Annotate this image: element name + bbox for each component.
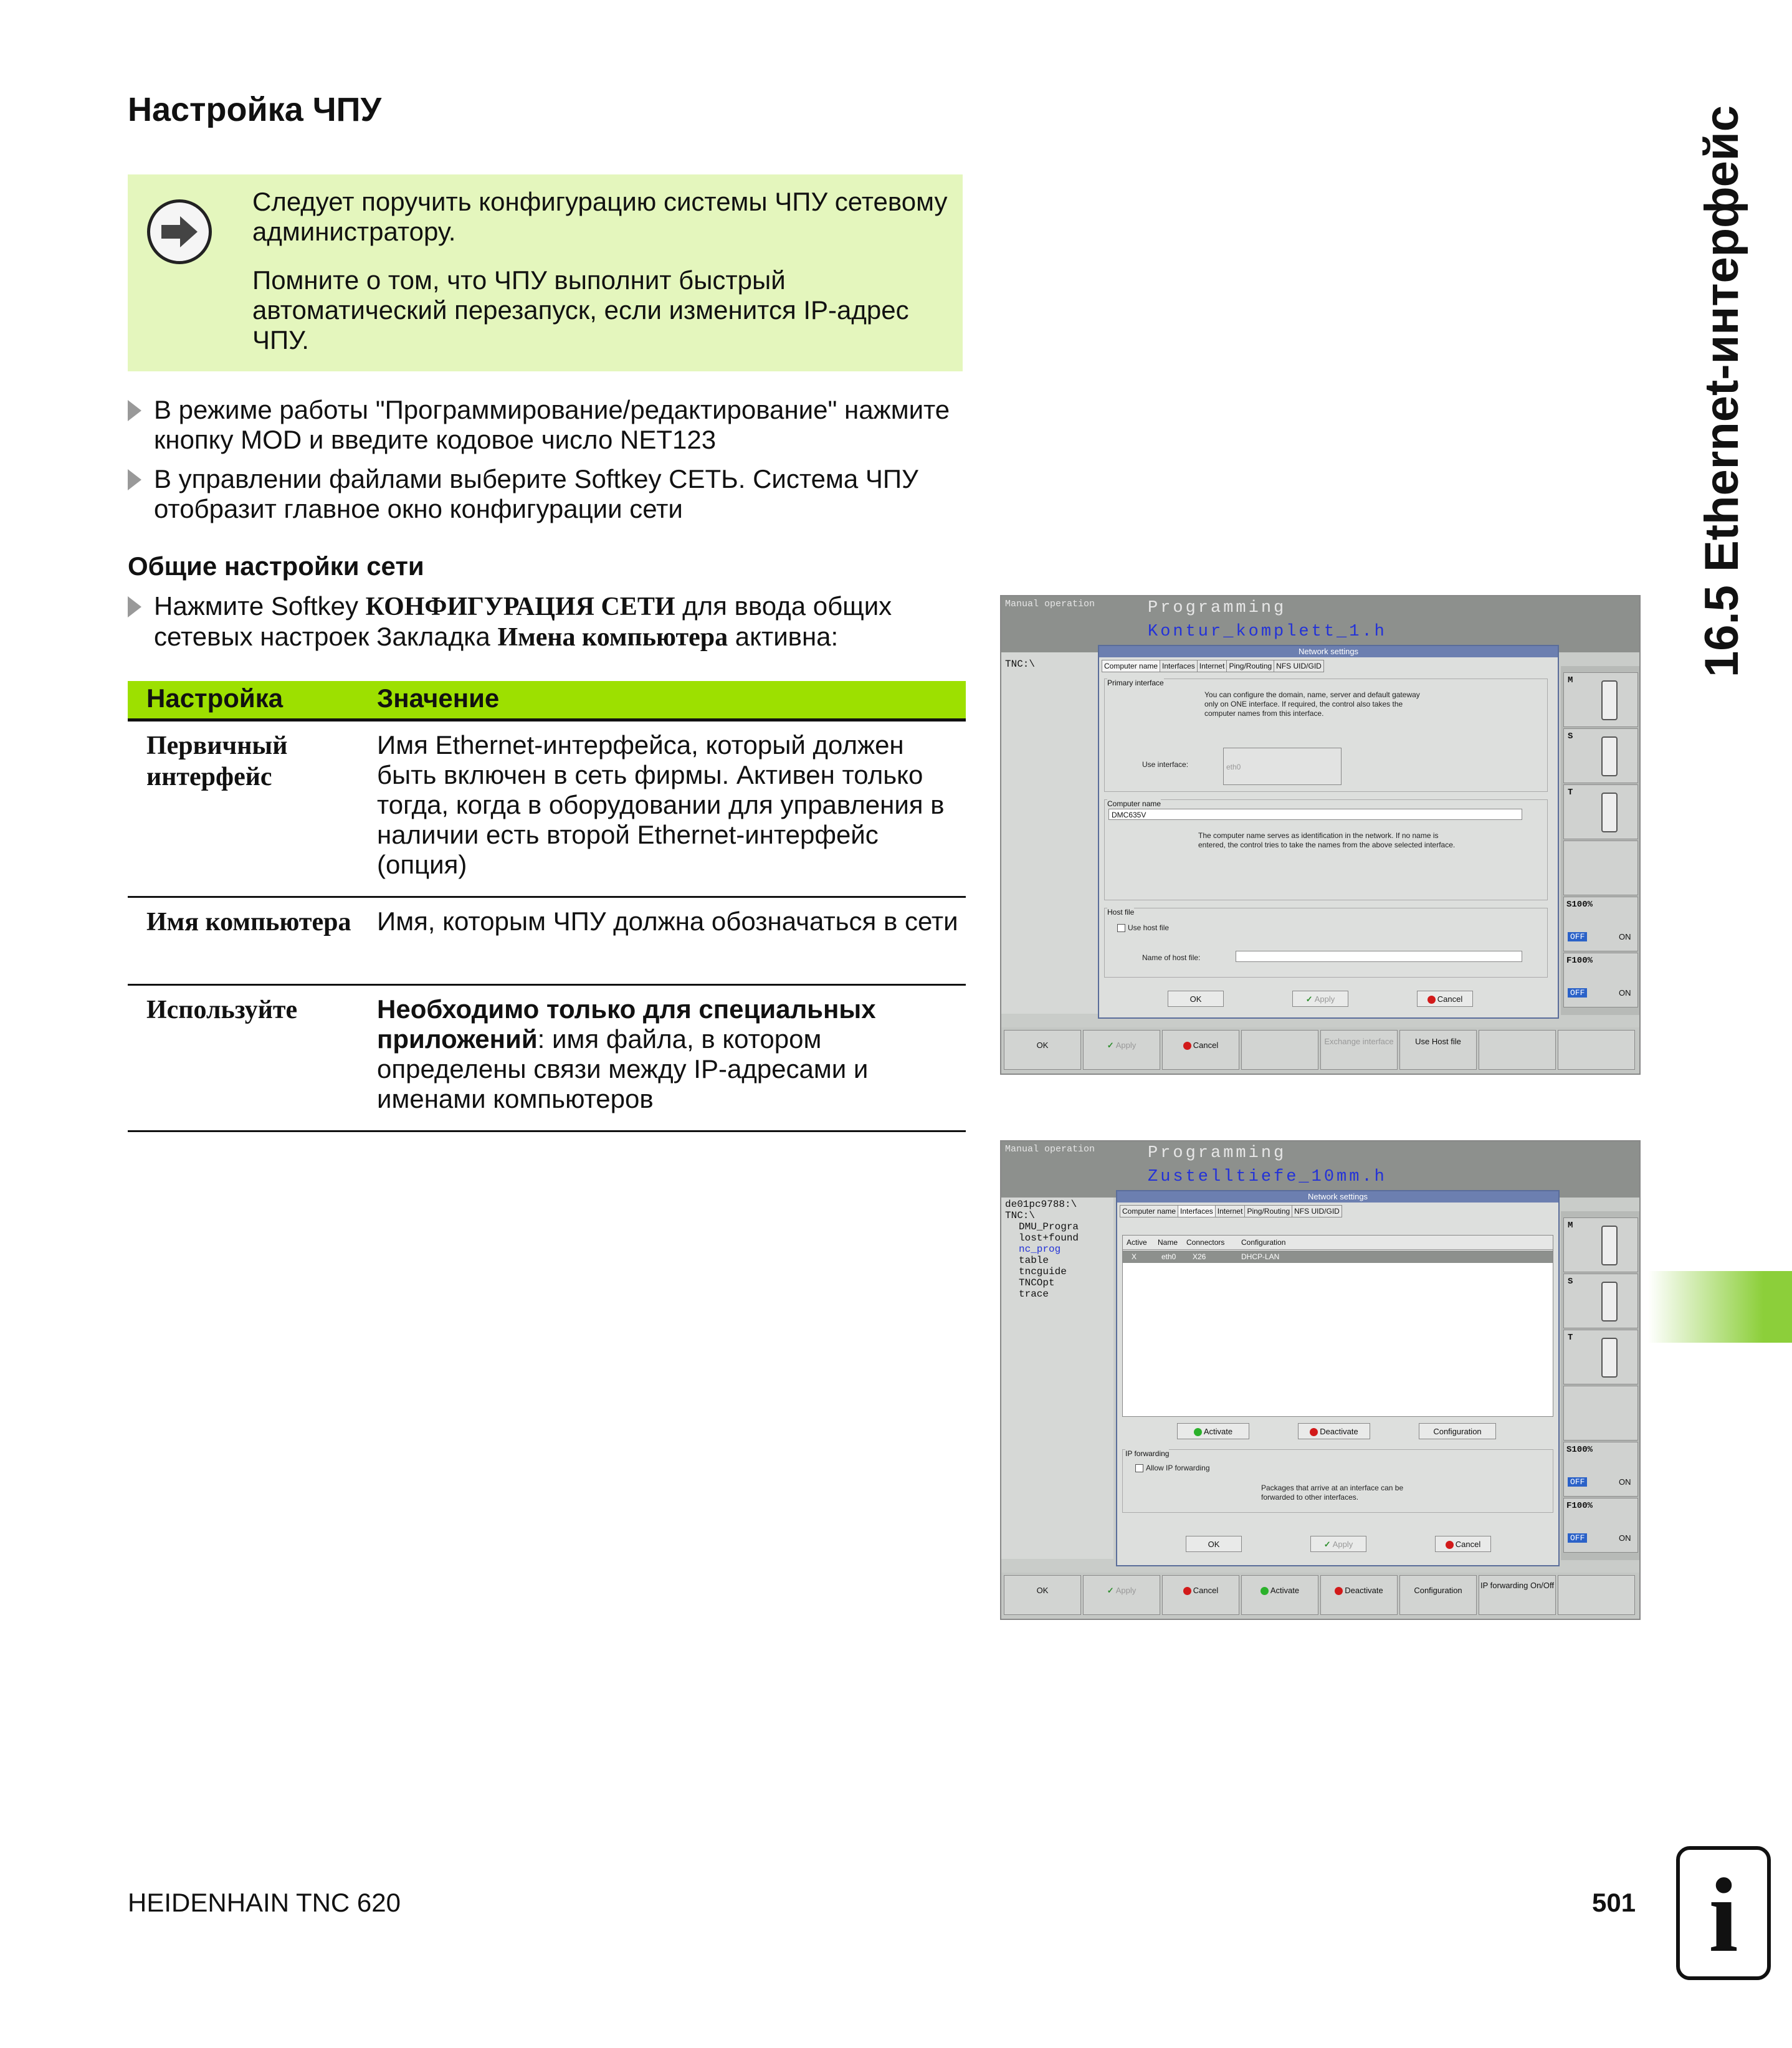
softkey-ip-forwarding[interactable]: IP forwarding On/Off xyxy=(1479,1575,1556,1615)
row-key: Имя компьютера xyxy=(146,908,351,936)
info-icon: i xyxy=(1676,1846,1771,1980)
use-interface-select[interactable]: eth0 xyxy=(1223,748,1342,785)
softkey-apply[interactable]: ✓ Apply xyxy=(1083,1030,1160,1070)
tree-item[interactable]: TNC:\ xyxy=(1005,659,1036,670)
softkey-configuration[interactable]: Configuration xyxy=(1399,1575,1477,1615)
spindle-cell: S xyxy=(1563,728,1638,783)
status-side-panel xyxy=(1561,1211,1639,1560)
softkey-empty[interactable] xyxy=(1558,1030,1635,1070)
tab-interfaces[interactable]: Interfaces xyxy=(1178,1205,1216,1217)
configuration-button[interactable]: Configuration xyxy=(1419,1423,1496,1439)
softkey-use-host-file[interactable]: Use Host file xyxy=(1399,1030,1477,1070)
tab-computer-name[interactable]: Computer name xyxy=(1120,1205,1178,1217)
tnc-header: Manual operation Programming Kontur_komplett_1.h xyxy=(1001,596,1639,652)
cancel-button[interactable]: Cancel xyxy=(1435,1536,1491,1552)
interfaces-table xyxy=(1122,1235,1553,1417)
arrow-right-icon xyxy=(147,199,212,264)
softkey-exchange-interface[interactable]: Exchange interface xyxy=(1320,1030,1398,1070)
allow-ip-forwarding-checkbox[interactable]: Allow IP forwarding xyxy=(1135,1464,1210,1473)
table-row xyxy=(128,986,966,1132)
file-tree xyxy=(1001,652,1113,1014)
softkey-deactivate[interactable]: Deactivate xyxy=(1320,1575,1398,1615)
tab-internet[interactable]: Internet xyxy=(1197,660,1227,672)
network-settings-dialog xyxy=(1116,1190,1560,1566)
file-tree xyxy=(1001,1198,1113,1559)
tab-internet[interactable]: Internet xyxy=(1215,1205,1246,1217)
tool-cell: T xyxy=(1563,784,1638,839)
spindle-override: S100% OFF ON xyxy=(1563,897,1638,951)
row-value: Имя Ethernet-интерфейса, который должен быть включен в сеть фирмы. Активен только тогда, когда в оборудовании для управления в наличии есть второй Ethernet-интерфейс (опция) xyxy=(377,730,945,879)
tab-interfaces[interactable]: Interfaces xyxy=(1160,660,1198,672)
tab-computer-name[interactable]: Computer name xyxy=(1102,660,1160,672)
host-file-input[interactable] xyxy=(1236,951,1522,962)
page-number: 501 xyxy=(1592,1888,1636,1917)
ok-button[interactable]: OK xyxy=(1186,1536,1242,1552)
cancel-button[interactable]: Cancel xyxy=(1417,991,1473,1007)
dialog-tabs xyxy=(1120,1205,1342,1217)
softkey-bar xyxy=(1001,1573,1639,1619)
spindle-cell: S xyxy=(1563,1274,1638,1328)
table-row xyxy=(128,722,966,898)
softkey-empty[interactable] xyxy=(1558,1575,1635,1615)
row-key: Первичный интерфейс xyxy=(146,731,288,791)
tree-item[interactable]: TNC:\ xyxy=(1005,1210,1036,1221)
m-function-cell: M xyxy=(1563,1217,1638,1272)
status-side-panel xyxy=(1561,666,1639,1015)
apply-button[interactable]: ✓ Apply xyxy=(1292,991,1348,1007)
softkey-bar xyxy=(1001,1027,1639,1074)
tab-ping-routing[interactable]: Ping/Routing xyxy=(1244,1205,1292,1217)
table-row xyxy=(128,898,966,986)
computer-name-group: Computer name DMC635V The computer name serves as identification in the network. If no name is entered, the control tries to take the names from the above selected interface. xyxy=(1104,799,1548,900)
column-header-value: Значение xyxy=(377,683,500,713)
primary-interface-group: Primary interface You can configure the domain, name, server and default gateway only on ONE interface. If required, the control also takes the computer names from this interface. Use interface: eth0 xyxy=(1104,679,1548,792)
note-paragraph-2: Помните о том, что ЧПУ выполнит быстрый автоматический перезапуск, если изменится IP-адрес ЧПУ. xyxy=(252,265,909,355)
dialog-tabs xyxy=(1102,660,1323,672)
program-file-name: Zustelltiefe_10mm.h xyxy=(1148,1168,1387,1186)
apply-button[interactable]: ✓ Apply xyxy=(1310,1536,1366,1552)
empty-cell xyxy=(1563,841,1638,895)
tree-item[interactable]: TNCOpt xyxy=(1019,1277,1055,1288)
row-value: Необходимо только для специальных приложений: имя файла, в котором определены связи между IP-адресами и именами компьютеров xyxy=(377,994,876,1113)
note-box xyxy=(128,174,963,371)
tree-item[interactable]: lost+found xyxy=(1019,1232,1079,1244)
host-file-group: Host file Use host file Name of host file: xyxy=(1104,908,1548,978)
softkey-cancel[interactable]: Cancel xyxy=(1162,1030,1239,1070)
softkey-empty[interactable] xyxy=(1479,1030,1556,1070)
spindle-override: S100% OFF ON xyxy=(1563,1442,1638,1497)
section-subheading: Общие настройки сети xyxy=(128,551,424,581)
softkey-ok[interactable]: OK xyxy=(1004,1575,1081,1615)
softkey-cancel[interactable]: Cancel xyxy=(1162,1575,1239,1615)
softkey-activate[interactable]: Activate xyxy=(1241,1575,1318,1615)
row-value: Имя, которым ЧПУ должна обозначаться в сети xyxy=(377,907,958,936)
deactivate-button[interactable]: Deactivate xyxy=(1298,1423,1370,1439)
page-title: Настройка ЧПУ xyxy=(128,91,382,128)
tool-cell: T xyxy=(1563,1330,1638,1384)
footer-product: HEIDENHAIN TNC 620 xyxy=(128,1888,401,1917)
chapter-side-tab: 16.5 Ethernet-интерфейс xyxy=(1695,105,1748,677)
interfaces-table-header: Active Name Connectors Configuration xyxy=(1123,1236,1553,1250)
dialog-title: Network settings xyxy=(1117,1191,1558,1203)
tnc-screenshot-interfaces xyxy=(1000,1140,1641,1620)
empty-cell xyxy=(1563,1386,1638,1441)
table-row[interactable]: X eth0 X26 DHCP-LAN xyxy=(1123,1250,1553,1263)
softkey-ok[interactable]: OK xyxy=(1004,1030,1081,1070)
ip-forwarding-group: IP forwarding Allow IP forwarding Packages that arrive at an interface can be forwarded to other interfaces. xyxy=(1122,1449,1553,1513)
dialog-title: Network settings xyxy=(1099,646,1558,657)
computer-name-input[interactable]: DMC635V xyxy=(1108,809,1522,820)
m-function-cell: M xyxy=(1563,672,1638,727)
tree-item[interactable]: DMU_Progra xyxy=(1019,1221,1079,1232)
tab-ping-routing[interactable]: Ping/Routing xyxy=(1226,660,1274,672)
tree-item[interactable]: nc_prog xyxy=(1019,1244,1061,1255)
tree-item[interactable]: de01pc9788:\ xyxy=(1005,1199,1077,1210)
tab-nfs[interactable]: NFS UID/GID xyxy=(1292,1205,1342,1217)
column-header-setting: Настройка xyxy=(146,683,284,713)
tab-nfs[interactable]: NFS UID/GID xyxy=(1274,660,1324,672)
program-file-name: Kontur_komplett_1.h xyxy=(1148,622,1387,641)
ok-button[interactable]: OK xyxy=(1168,991,1224,1007)
softkey-empty[interactable] xyxy=(1241,1030,1318,1070)
row-key: Используйте xyxy=(146,996,298,1024)
tree-item[interactable]: tncguide xyxy=(1019,1266,1067,1277)
feed-override: F100% OFF ON xyxy=(1563,953,1638,1007)
tree-item[interactable]: trace xyxy=(1019,1288,1049,1300)
use-host-file-checkbox[interactable]: Use host file xyxy=(1117,923,1169,933)
softkey-apply[interactable]: ✓ Apply xyxy=(1083,1575,1160,1615)
network-settings-dialog xyxy=(1098,645,1559,1019)
table-header xyxy=(128,681,966,722)
feed-override: F100% OFF ON xyxy=(1563,1498,1638,1553)
note-paragraph-1: Следует поручить конфигурацию системы ЧПУ сетевому администратору. xyxy=(252,187,948,246)
tnc-screenshot-computer-name xyxy=(1000,595,1641,1075)
activate-button[interactable]: Activate xyxy=(1177,1423,1249,1439)
tree-item[interactable]: table xyxy=(1019,1255,1049,1266)
tnc-header: Manual operation Programming Zustelltiefe_10mm.h xyxy=(1001,1141,1639,1198)
chapter-marker-bar xyxy=(1648,1271,1792,1343)
